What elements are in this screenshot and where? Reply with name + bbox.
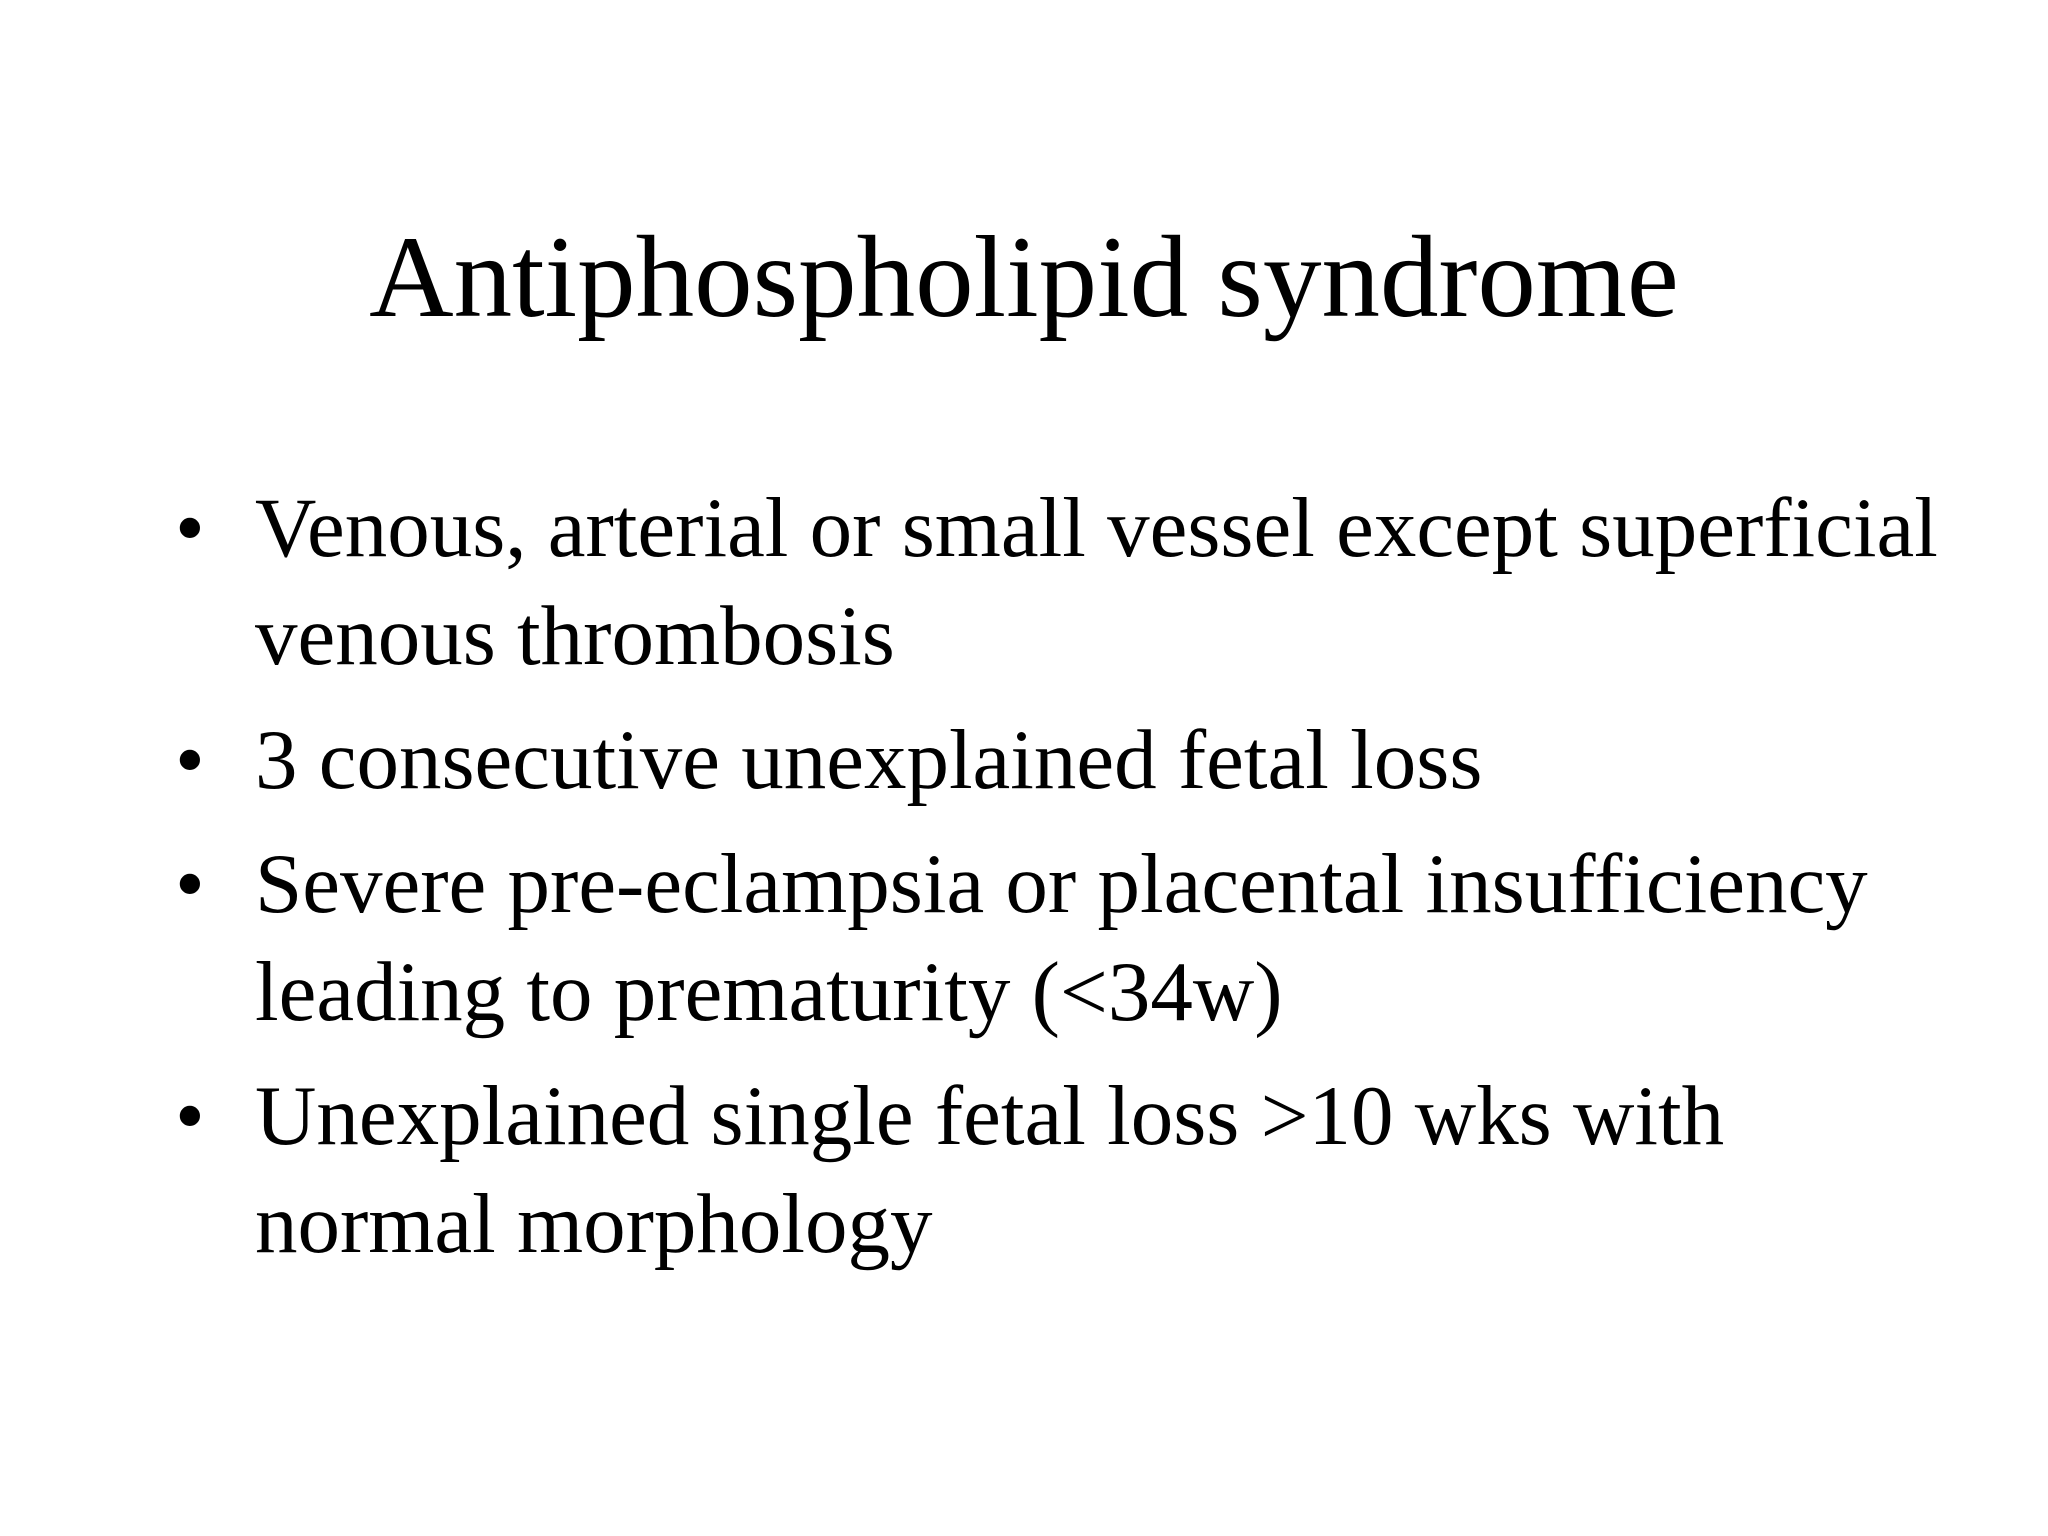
bullet-list xyxy=(175,474,1975,1294)
bullet-item xyxy=(175,706,1975,814)
bullet-text: Unexplained single fetal loss >10 wks with normal morphology xyxy=(255,1069,1725,1271)
bullet-text: Venous, arterial or small vessel except superficial venous thrombosis xyxy=(255,481,1938,683)
bullet-dot: • xyxy=(175,481,205,575)
slide-title: Antiphospholipid syndrome xyxy=(369,213,1679,342)
bullet-text: Severe pre-eclampsia or placental insufficiency leading to prematurity (<34w) xyxy=(255,837,1868,1039)
bullet-dot: • xyxy=(175,713,205,807)
bullet-text: 3 consecutive unexplained fetal loss xyxy=(255,713,1483,807)
bullet-dot: • xyxy=(175,1069,205,1163)
bullet-item xyxy=(175,830,1975,1046)
bullet-item xyxy=(175,474,1975,690)
bullet-item xyxy=(175,1062,1975,1278)
bullet-dot: • xyxy=(175,837,205,931)
